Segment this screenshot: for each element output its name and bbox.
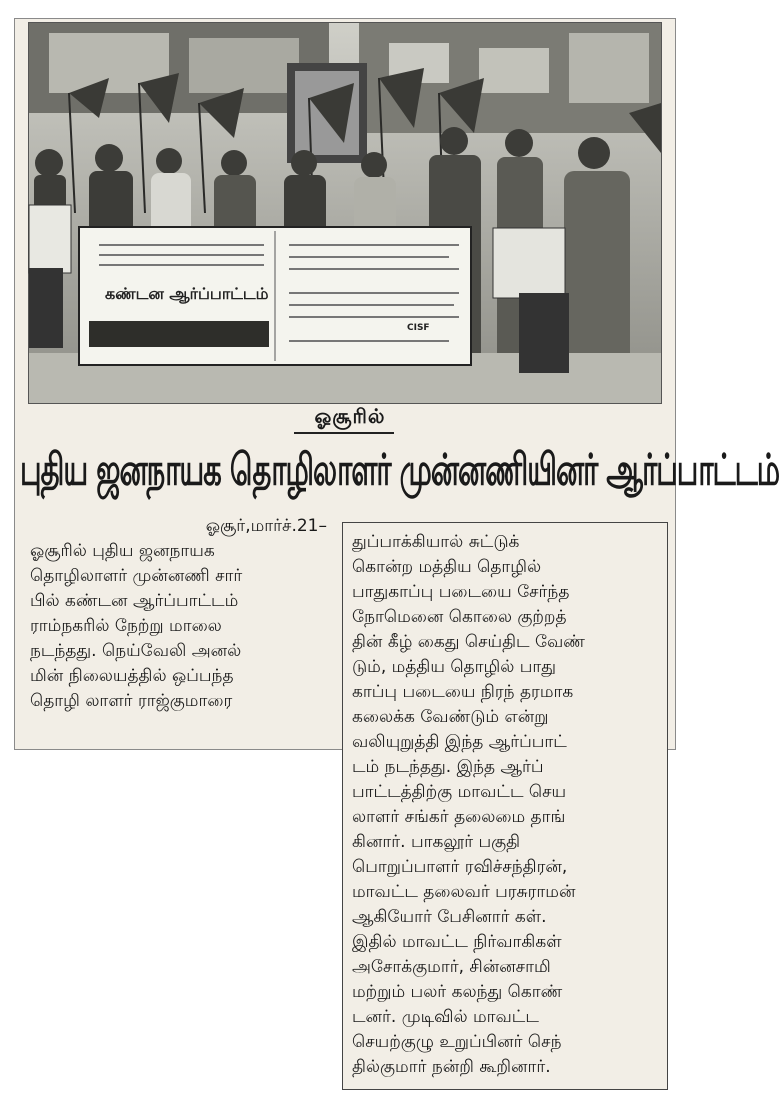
protest-photo xyxy=(28,22,662,404)
col2-line: செயற்குழு உறுப்பினர் செந் xyxy=(352,1032,562,1052)
article-column-1 xyxy=(30,514,335,714)
col2-line: கினார். பாகலூர் பகுதி xyxy=(352,832,521,852)
col1-line: ராம்நகரில் நேற்று மாலை xyxy=(30,616,222,636)
protest-photo-image xyxy=(29,23,661,403)
col2-line: துப்பாக்கியால் சுட்டுக் xyxy=(352,532,520,552)
col2-line: அசோக்குமார், சின்னசாமி xyxy=(352,957,551,977)
col2-line: லாளர் சங்கர் தலைமை தாங் xyxy=(352,807,566,827)
article-column-2 xyxy=(352,530,660,1080)
col2-line: இதில் மாவட்ட நிர்வாகிகள் xyxy=(352,932,562,952)
article-headline: புதிய ஜனநாயக தொழிலாளர் முன்னணியினர் ஆர்ப்பாட்டம் xyxy=(20,444,779,495)
col2-line: டும், மத்திய தொழில் பாது xyxy=(352,657,557,677)
col2-line: பாதுகாப்பு படையை சேர்ந்த xyxy=(352,582,570,602)
col1-line: தொழி லாளர் ராஜ்குமாரை xyxy=(30,691,233,711)
col2-line: டம் நடந்தது. இந்த ஆர்ப் xyxy=(352,757,544,777)
article-kicker: ஓசூரில் xyxy=(314,404,386,428)
col2-line: பாட்டத்திற்கு மாவட்ட செய xyxy=(352,782,567,802)
col1-line: தொழிலாளர் முன்னணி சார் xyxy=(30,566,243,586)
col1-line: பில் கண்டன ஆர்ப்பாட்டம் xyxy=(30,591,239,611)
col1-line: மின் நிலையத்தில் ஒப்பந்த xyxy=(30,666,234,686)
col2-line: வலியுறுத்தி இந்த ஆர்ப்பாட் xyxy=(352,732,567,752)
col1-line: நடந்தது. நெய்வேலி அனல் xyxy=(30,641,242,661)
col2-line: பொறுப்பாளர் ரவிச்சந்திரன், xyxy=(352,857,568,877)
col1-line: ஓசூரில் புதிய ஜனநாயக xyxy=(30,541,215,561)
col2-line: காப்பு படையை நிரந் தரமாக xyxy=(352,682,574,702)
col2-line: ஆகியோர் பேசினார் கள். xyxy=(352,907,547,927)
article-dateline: ஓசூர்,மார்ச்.21– xyxy=(205,516,327,536)
col2-line: தின் கீழ் கைது செய்திட வேண் xyxy=(352,632,585,652)
banner-title: கண்டன ஆர்ப்பாட்டம் xyxy=(105,284,269,303)
col2-line: தில்குமார் நன்றி கூறினார். xyxy=(352,1057,551,1077)
col2-line: மாவட்ட தலைவர் பரசுராமன் xyxy=(352,882,576,902)
col2-line: கொன்ற மத்திய தொழில் xyxy=(352,557,542,577)
col2-line: டனர். முடிவில் மாவட்ட xyxy=(352,1007,539,1027)
col2-line: நோமெனை கொலை குற்றத் xyxy=(352,607,567,627)
col2-line: கலைக்க வேண்டும் என்று xyxy=(352,707,549,727)
banner-cisf-text: CISF xyxy=(407,323,430,333)
kicker-underline xyxy=(294,432,394,434)
col2-line: மற்றும் பலர் கலந்து கொண் xyxy=(352,982,563,1002)
